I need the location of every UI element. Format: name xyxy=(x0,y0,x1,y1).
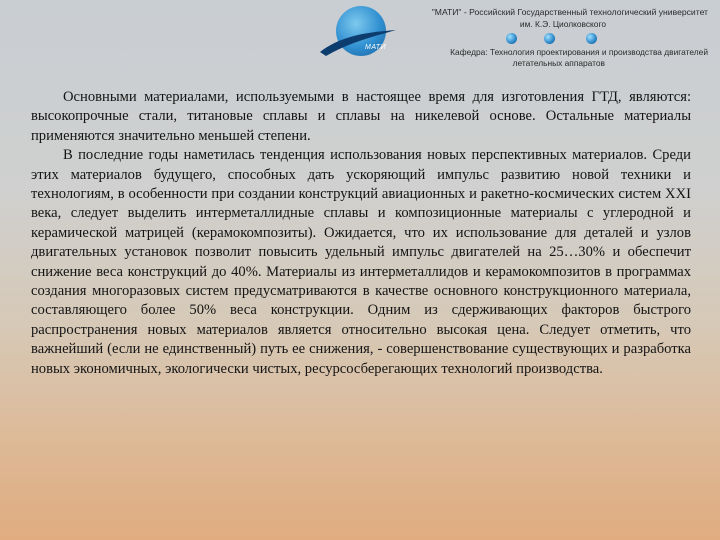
slide-header xyxy=(0,0,720,80)
paragraph-trends: В последние годы наметилась тенденция использования новых перспективных материалов. Среди этих материалов будущего, способных дать ускоряющий импульс развитию новой техники и технологиям, в особенности при создании конструкций авиационных и ракетно-космических систем XXI века, следует выделить интерметаллидные сплавы и композиционные материалы с углеродной и керамической матрицей (керамокомпозиты). Ожидается, что их использование для деталей и узлов двигательных установок позволит повысить удельный импульс двигателей на 25…30% и обеспечит снижение веса конструкций до 40%. Материалы из интерметаллидов и керамокомпозитов в программах создания многоразовых систем предусматриваются в качестве основного конструкционного материала, составляющего более 50% веса конструкции. Одним из сдерживающих факторов быстрого распространения новых материалов является относительно высокая цена. Следует отметить, что важнейший (если не единственный) путь ее снижения, - совершенствование существующих и разработка новых экономичных, экологически чистых, ресурсосберегающих технологий производства. xyxy=(31,147,691,377)
paragraph-materials: Основными материалами, используемыми в настоящее время для изготовления ГТД, являются: высокопрочные стали, титановые сплавы и сплавы на никелевой основе. Остальные материалы применяются значительно меньшей степени. xyxy=(31,89,691,144)
decorative-dots xyxy=(506,33,616,47)
main-text xyxy=(31,88,691,379)
mati-logo-swoosh-icon xyxy=(318,22,398,62)
department-name: Кафедра: Технология проектирования и производства двигателей xyxy=(450,47,708,57)
university-named-after: им. К.Э. Циолковского xyxy=(519,19,606,29)
blue-dot-icon xyxy=(506,33,517,44)
blue-dot-icon xyxy=(544,33,555,44)
blue-dot-icon xyxy=(586,33,597,44)
department-name-continued: летательных аппаратов xyxy=(512,58,605,68)
logo-text: МАТИ xyxy=(365,44,387,51)
university-name: "МАТИ" - Российский Государственный технологический университет xyxy=(431,7,708,17)
